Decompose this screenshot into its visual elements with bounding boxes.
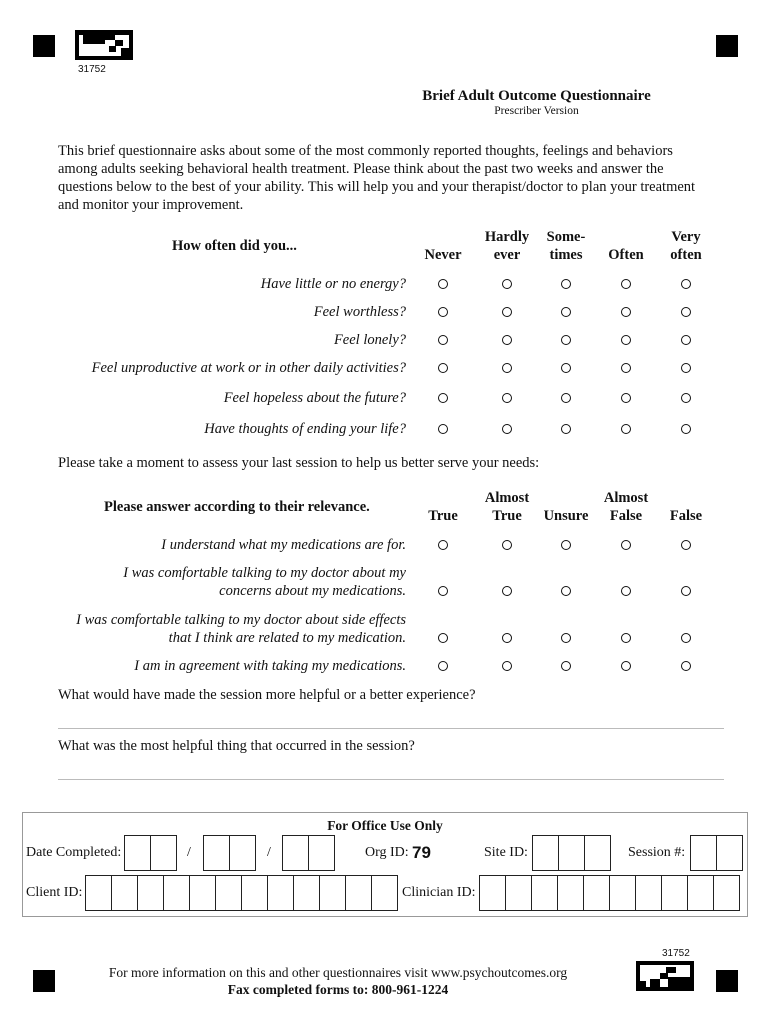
section2-column-1-line2: True [428,508,458,524]
form-title: Brief Adult Outcome Questionnaire [422,88,651,104]
section2-question-2-line2: concerns about my medications. [219,583,406,599]
registration-mark-top-right [716,35,738,57]
section2-q3-option-2-radio[interactable] [502,633,512,643]
section1-column-1-line2: Never [424,247,462,263]
section2-question-4-line1: I am in agreement with taking my medications. [134,658,406,674]
site-id-cell-1[interactable] [532,835,559,871]
section2-q2-option-1-radio[interactable] [438,586,448,596]
section1-question-3-line1: Feel lonely? [333,332,406,348]
section2-q2-option-2-radio[interactable] [502,586,512,596]
clinician-id-cell-8[interactable] [661,875,688,911]
section2-q3-option-4-radio[interactable] [621,633,631,643]
section1-q6-option-3-radio[interactable] [561,424,571,434]
date-completed-label: Date Completed: [26,845,122,860]
clinician-id-cell-10[interactable] [713,875,740,911]
section1-q1-option-4-radio[interactable] [621,279,631,289]
client-id-cell-3[interactable] [137,875,164,911]
session-number-cell-1[interactable] [690,835,717,871]
section2-q1-option-4-radio[interactable] [621,540,631,550]
section1-q5-option-1-radio[interactable] [438,393,448,403]
clinician-id-cell-9[interactable] [687,875,714,911]
section2-column-2-line2: True [492,508,522,524]
section1-header: How often did you... [172,238,297,254]
section1-q2-option-3-radio[interactable] [561,307,571,317]
section2-q4-option-1-radio[interactable] [438,661,448,671]
section1-q3-option-4-radio[interactable] [621,335,631,345]
section1-column-5-line2: often [670,247,702,263]
section2-column-2-line1: Almost [484,490,530,506]
session-number-label: Session #: [628,845,686,860]
section1-q4-option-2-radio[interactable] [502,363,512,373]
clinician-id-cell-1[interactable] [479,875,506,911]
org-id-label: Org ID: [365,845,409,860]
date-slash-1: / [187,845,191,860]
client-id-cell-10[interactable] [319,875,346,911]
section2-question-3-line1: I was comfortable talking to my doctor about side effects [76,612,406,628]
section1-q2-option-5-radio[interactable] [681,307,691,317]
date-day-cell-2[interactable] [229,835,256,871]
client-id-cell-6[interactable] [215,875,242,911]
section1-column-3-line2: times [549,247,583,263]
section2-intro: Please take a moment to assess your last session to help us better serve your needs: [58,455,540,471]
client-id-cell-2[interactable] [111,875,138,911]
client-id-cell-12[interactable] [371,875,398,911]
section2-q3-option-1-radio[interactable] [438,633,448,643]
section2-column-4-line2: False [609,508,643,524]
answer-line-1[interactable] [58,728,724,729]
client-id-cell-1[interactable] [85,875,112,911]
answer-line-2[interactable] [58,779,724,780]
section1-question-4-line1: Feel unproductive at work or in other daily activities? [91,360,406,376]
section1-q4-option-5-radio[interactable] [681,363,691,373]
clinician-id-cell-5[interactable] [583,875,610,911]
site-id-cell-2[interactable] [558,835,585,871]
section1-q3-option-2-radio[interactable] [502,335,512,345]
section1-q3-option-1-radio[interactable] [438,335,448,345]
clinician-id-cell-7[interactable] [635,875,662,911]
section2-q1-option-5-radio[interactable] [681,540,691,550]
section2-q1-option-3-radio[interactable] [561,540,571,550]
registration-mark-top-left [33,35,55,57]
section1-q1-option-2-radio[interactable] [502,279,512,289]
section1-q6-option-1-radio[interactable] [438,424,448,434]
section1-q4-option-3-radio[interactable] [561,363,571,373]
client-id-cell-9[interactable] [293,875,320,911]
section2-q2-option-3-radio[interactable] [561,586,571,596]
section2-q3-option-3-radio[interactable] [561,633,571,643]
form-subtitle: Prescriber Version [494,105,579,117]
section1-column-2-line1: Hardly [484,229,530,245]
section1-question-1-line1: Have little or no energy? [260,276,406,292]
section1-q3-option-3-radio[interactable] [561,335,571,345]
section2-column-5-line2: False [669,508,703,524]
section1-q2-option-4-radio[interactable] [621,307,631,317]
section1-q6-option-5-radio[interactable] [681,424,691,434]
office-use-title: For Office Use Only [327,818,443,833]
registration-mark-bottom-right [716,970,738,992]
clinician-id-label: Clinician ID: [402,885,476,900]
section1-q6-option-2-radio[interactable] [502,424,512,434]
section1-q5-option-3-radio[interactable] [561,393,571,403]
section1-q1-option-3-radio[interactable] [561,279,571,289]
org-id-value: 79 [412,843,431,862]
form-id-top: 31752 [78,64,106,75]
open-question-1: What would have made the session more helpful or a better experience? [58,687,476,703]
client-id-cell-5[interactable] [189,875,216,911]
form-id-bottom: 31752 [662,948,690,959]
section1-q5-option-5-radio[interactable] [681,393,691,403]
section1-q2-option-1-radio[interactable] [438,307,448,317]
clinician-id-cell-2[interactable] [505,875,532,911]
section2-q1-option-2-radio[interactable] [502,540,512,550]
date-year-cell-2[interactable] [308,835,335,871]
date-day-cell-1[interactable] [203,835,230,871]
section2-q4-option-3-radio[interactable] [561,661,571,671]
section1-column-5-line1: Very [671,229,701,245]
section2-q3-option-5-radio[interactable] [681,633,691,643]
section1-q5-option-4-radio[interactable] [621,393,631,403]
client-id-label: Client ID: [26,885,83,900]
section2-q1-option-1-radio[interactable] [438,540,448,550]
section1-q4-option-1-radio[interactable] [438,363,448,373]
client-id-cell-7[interactable] [241,875,268,911]
section2-q4-option-5-radio[interactable] [681,661,691,671]
client-id-cell-8[interactable] [267,875,294,911]
section2-q2-option-5-radio[interactable] [681,586,691,596]
date-month-cell-2[interactable] [150,835,177,871]
section1-question-6-line1: Have thoughts of ending your life? [204,421,406,437]
date-slash-2: / [267,845,271,860]
section1-column-2-line2: ever [493,247,521,263]
form-barcode-top [75,30,133,60]
client-id-cell-11[interactable] [345,875,372,911]
section1-q6-option-4-radio[interactable] [621,424,631,434]
section1-q3-option-5-radio[interactable] [681,335,691,345]
section1-question-2-line1: Feel worthless? [313,304,406,320]
section1-column-3-line1: Some- [546,229,586,245]
section2-header: Please answer according to their relevance. [104,499,370,515]
section2-question-2-line1: I was comfortable talking to my doctor about my [123,565,406,581]
section2-q2-option-4-radio[interactable] [621,586,631,596]
client-id-cell-4[interactable] [163,875,190,911]
section1-column-4-line2: Often [608,247,644,263]
clinician-id-cell-3[interactable] [531,875,558,911]
footer-fax: Fax completed forms to: 800-961-1224 [227,982,449,997]
section1-q1-option-1-radio[interactable] [438,279,448,289]
section1-q5-option-2-radio[interactable] [502,393,512,403]
site-id-label: Site ID: [484,845,528,860]
intro-paragraph: This brief questionnaire asks about some of the most commonly reported thoughts, feelings and behaviors among adults seeking behavioral health treatment. Please think about the past two weeks and answer the questions below to the best of your ability. This will help you and your therapist/doctor to plan your treatment and monitor your improvement. [58,143,696,213]
clinician-id-cell-4[interactable] [557,875,584,911]
section1-q1-option-5-radio[interactable] [681,279,691,289]
footer-info: For more information on this and other questionnaires visit www.psychoutcomes.org [108,965,568,980]
section2-column-4-line1: Almost [603,490,649,506]
open-question-2: What was the most helpful thing that occurred in the session? [58,738,415,754]
section2-question-3-line2: that I think are related to my medication. [168,630,406,646]
section2-q4-option-2-radio[interactable] [502,661,512,671]
clinician-id-cell-6[interactable] [609,875,636,911]
section2-question-1-line1: I understand what my medications are for. [161,537,406,553]
date-month-cell-1[interactable] [124,835,151,871]
session-number-cell-2[interactable] [716,835,743,871]
section2-q4-option-4-radio[interactable] [621,661,631,671]
section2-column-3-line2: Unsure [543,508,589,524]
section1-question-5-line1: Feel hopeless about the future? [223,390,406,406]
site-id-cell-3[interactable] [584,835,611,871]
section1-q4-option-4-radio[interactable] [621,363,631,373]
section1-q2-option-2-radio[interactable] [502,307,512,317]
date-year-cell-1[interactable] [282,835,309,871]
